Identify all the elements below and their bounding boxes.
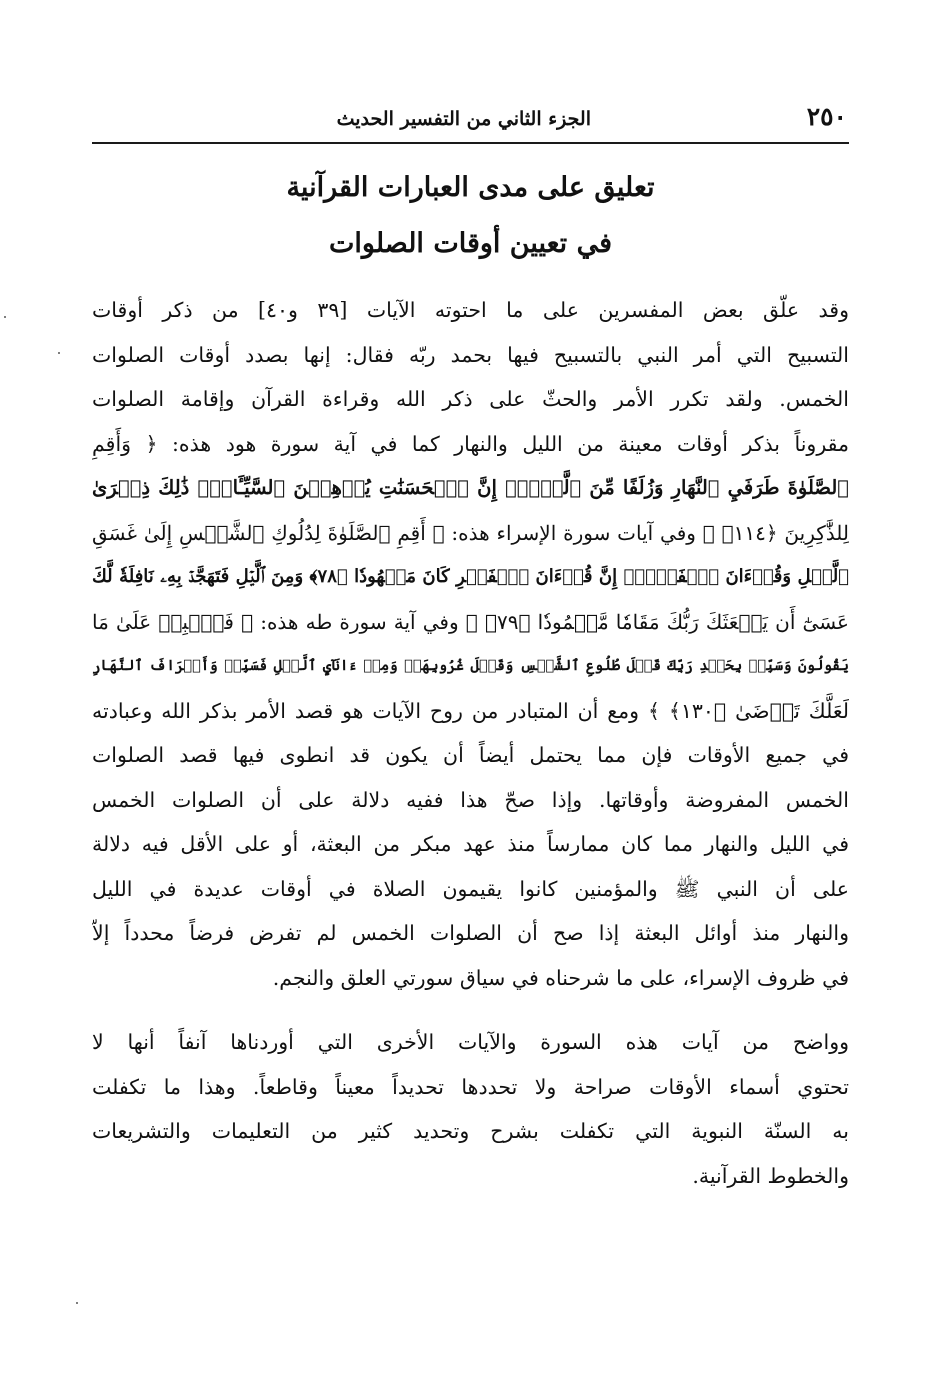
paragraph-1-line: والنهار منذ أوائل البعثة إذا صح أن الصلوات الخمس لم تفرض فرضاً محدداً إلاّ [92,921,849,945]
scan-speck [76,1302,78,1304]
scan-speck [58,352,60,354]
paragraph-2-line: والخطوط القرآنية. [692,1163,849,1188]
quran-verse-line: يَقُولُونَ وَسَبِّحۡ بِحَمۡدِ رَبِّكَ قَبۡلَ طُلُوعِ ٱلشَّمۡسِ وَقَبۡلَ غُرُوبِهَاۖ وَمِنۡ ءَانَآيِٕ ٱلَّيۡلِ فَسَبِّحۡ وَأَطۡرَافَ ٱلنَّهَارِ [92,657,849,674]
paragraph-1-line: لِلذَّٰكِرِينَ ﴿١١٤﴾ ﴾ وفي آيات سورة الإسراء هذه: ﴿ أَقِمِ ٱلصَّلَوٰةَ لِدُلُوكِ ٱلشَّمۡسِ إِلَىٰ غَسَقِ [92,520,849,545]
paragraph-1-line: على أن النبي ﷺ والمؤمنين كانوا يقيمون الصلاة في أوقات عديدة في الليل [92,876,849,901]
paragraph-1-line: في الليل والنهار مما كان ممارساً منذ عهد مبكر من البعثة، أو على الأقل فيه دلالة [92,832,849,856]
quran-verse-line: ٱلَّيۡلِ وَقُرۡءَانَ ٱلۡفَجۡرِۖ إِنَّ قُرۡءَانَ ٱلۡفَجۡرِ كَانَ مَشۡهُودٗا ﴿٧٨﴾ وَمِنَ ٱلَّيۡلِ فَتَهَجَّدۡ بِهِۦ نَافِلَةٗ لَّكَ [92,566,849,587]
paragraph-1-line: وقد علّق بعض المفسرين على ما احتوته الآيات [٣٩ و٤٠] من ذكر أوقات [92,298,849,322]
paragraph-2 [92,1020,849,1198]
paragraph-2-line: تحتوي أسماء الأوقات صراحة ولا تحددها تحديداً معيناً وقاطعاً. وهذا ما تكفلت [92,1074,849,1099]
paragraph-2-line: به السنّة النبوية التي تكفلت بشرح وتحديد كثير من التعليمات والتشريعات [92,1119,849,1143]
paragraph-1-line: لَعَلَّكَ تَرۡضَىٰ ﴿١٣٠﴾ ﴾ ومع أن المتبادر من روح الآيات هو قصد الأمر بذكر الله وعبادته [92,698,849,723]
paragraph-1-line: الخمس المفروضة وأوقاتها. وإذا صحّ هذا ففيه دلالة على أن الصلوات الخمس [92,787,849,812]
paragraph-1 [92,288,849,1000]
paragraph-1-line: مقروناً بذكر أوقات معينة من الليل والنهار كما في آية سورة هود هذه: ﴿ وَأَقِمِ [92,431,849,456]
running-header [92,100,849,144]
quran-verse-line: ٱلصَّلَوٰةَ طَرَفَيِ ٱلنَّهَارِ وَزُلَفًا مِّنَ ٱلَّيۡلِۚ إِنَّ ٱلۡحَسَنَٰتِ يُذۡهِبۡنَ ٱلسَّيِّـَٔاتِۚ ذَٰلِكَ ذِكۡرَىٰ [92,476,849,499]
header-rule [92,142,849,144]
running-title: الجزء الثاني من التفسير الحديث [336,108,591,130]
section-title-line-2: في تعيين أوقات الصلوات [328,228,613,259]
section-title-line-1: تعليق على مدى العبارات القرآنية [286,172,655,203]
scan-speck [4,316,6,318]
paragraph-2-line: وواضح من آيات هذه السورة والآيات الأخرى التي أوردناها آنفاً أنها لا [92,1030,849,1054]
paragraph-1-line: في ظروف الإسراء، على ما شرحناه في سياق سورتي العلق والنجم. [272,965,849,990]
paragraph-1-line: التسبيح التي أمر النبي بالتسبيح فيها بحمد ربّه فقال: إنها بصدد أوقات الصلوات [92,342,849,367]
paragraph-1-line: في جميع الأوقات فإن مما يحتمل أيضاً أن يكون قد انطوى فيها قصد الصلوات [92,743,849,767]
paragraph-1-line: عَسَىٰٓ أَن يَبۡعَثَكَ رَبُّكَ مَقَامٗا مَّحۡمُودٗا ﴿٧٩﴾ ﴾ وفي آية سورة طه هذه: ﴿ فَٱصۡبِرۡ عَلَىٰ مَا [92,609,849,634]
page-number: ٢٥٠ [806,102,847,131]
paragraph-1-line: الخمس. ولقد تكرر الأمر والحثّ على ذكر الله وقراءة القرآن وإقامة الصلوات [92,387,849,411]
